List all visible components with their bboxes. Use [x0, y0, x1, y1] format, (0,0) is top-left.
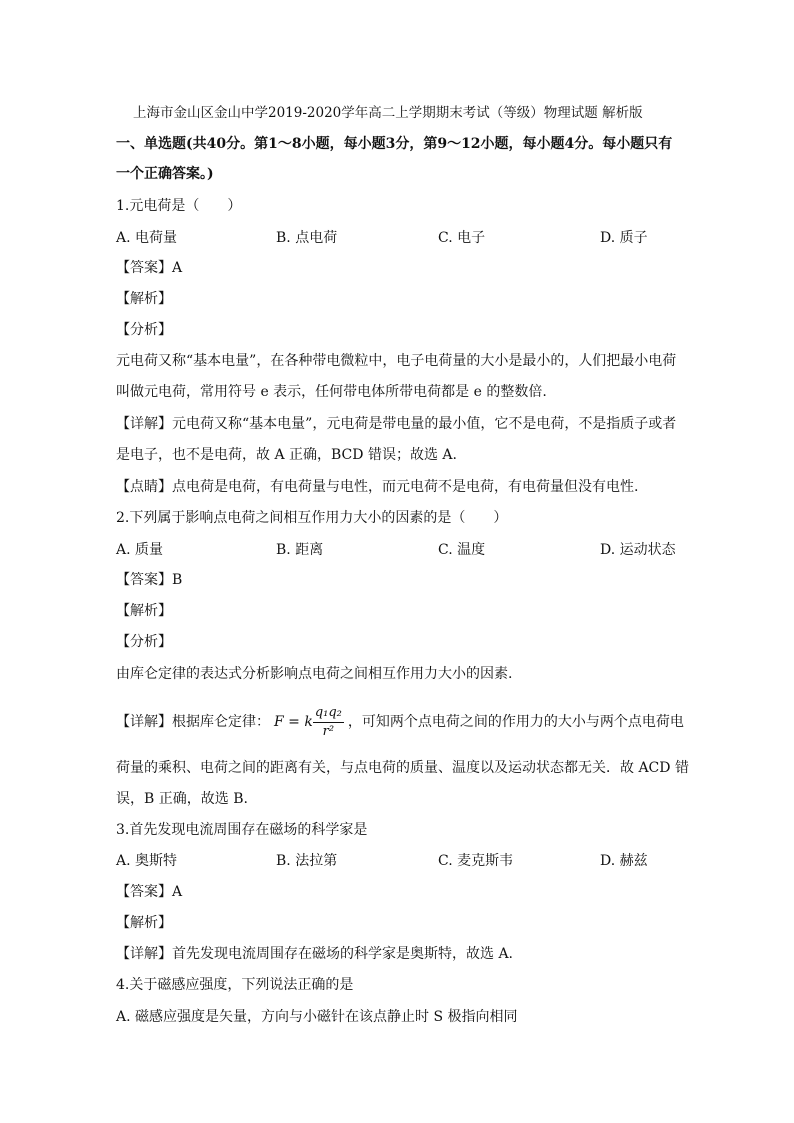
question-2-stem: 2.下列属于影响点电荷之间相互作用力大小的因素的是（ ）	[116, 510, 508, 526]
question-2-detail-line2: 荷量的乘积、电荷之间的距离有关，与点电荷的质量、温度以及运动状态都无关．故 ACD 错	[116, 760, 689, 776]
question-1-option-a: A. 电荷量	[116, 230, 178, 246]
formula-denominator: r²	[322, 723, 335, 739]
question-1-option-b: B. 点电荷	[276, 230, 338, 246]
question-3-option-c: C. 麦克斯韦	[438, 853, 514, 869]
question-2-jiexi: 【解析】	[116, 603, 172, 619]
question-1-dianjing: 【点睛】点电荷是电荷，有电荷量与电性，而元电荷不是电荷，有电荷量但没有电性.	[116, 479, 639, 495]
section-heading-line1: 一、单选题(共40分。第1～8小题，每小题3分，第9～12小题，每小题4分。每小题只有	[116, 136, 673, 152]
question-1-detail-line2: 是电子，也不是电荷，故 A 正确，BCD 错误；故选 A.	[116, 447, 457, 463]
document-title: 上海市金山区金山中学2019-2020学年高二上学期期末考试（等级）物理试题 解析版	[133, 105, 643, 121]
question-3-option-a: A. 奥斯特	[116, 853, 178, 869]
question-1-option-d: D. 质子	[600, 230, 648, 246]
question-4-option-a: A. 磁感应强度是矢量，方向与小磁针在该点静止时 S 极指向相同	[116, 1009, 518, 1025]
question-1-analysis-line2: 叫做元电荷，常用符号 e 表示，任何带电体所带电荷都是 e 的整数倍.	[116, 384, 547, 400]
question-2-answer: 【答案】B	[116, 572, 183, 588]
formula-numerator: q₁q₂	[313, 704, 344, 723]
question-2-option-b: B. 距离	[276, 542, 324, 558]
question-1-jiexi: 【解析】	[116, 291, 172, 307]
question-2-detail-suffix: ，可知两个点电荷之间的作用力的大小与两个点电荷电	[347, 714, 684, 730]
question-1-fenxi: 【分析】	[116, 322, 172, 338]
question-2-fenxi: 【分析】	[116, 634, 172, 650]
formula-fraction	[313, 704, 344, 741]
formula-lhs: F = k	[274, 714, 313, 730]
question-3-detail: 【详解】首先发现电流周围存在磁场的科学家是奥斯特，故选 A.	[116, 946, 514, 962]
question-3-option-d: D. 赫兹	[600, 853, 648, 869]
question-2-option-d: D. 运动状态	[600, 542, 676, 558]
question-1-answer: 【答案】A	[116, 260, 183, 276]
section-heading-line2: 一个正确答案。)	[116, 166, 214, 182]
question-2-analysis: 由库仑定律的表达式分析影响点电荷之间相互作用力大小的因素.	[116, 666, 513, 682]
question-2-option-c: C. 温度	[438, 542, 486, 558]
question-3-option-b: B. 法拉第	[276, 853, 338, 869]
coulomb-formula	[274, 702, 344, 742]
question-1-detail-line1: 【详解】元电荷又称“基本电量”，元电荷是带电量的最小值，它不是电荷，不是指质子或者	[116, 416, 677, 432]
question-1-stem: 1.元电荷是（ ）	[116, 198, 242, 214]
question-3-answer: 【答案】A	[116, 884, 183, 900]
question-3-jiexi: 【解析】	[116, 915, 172, 931]
question-2-detail-line1	[116, 702, 684, 744]
question-2-detail-line3: 误，B 正确，故选 B.	[116, 791, 248, 807]
question-1-analysis-line1: 元电荷又称“基本电量”，在各种带电微粒中，电子电荷量的大小是最小的，人们把最小电荷	[116, 353, 677, 369]
question-4-stem: 4.关于磁感应强度，下列说法正确的是	[116, 977, 354, 993]
question-2-option-a: A. 质量	[116, 542, 164, 558]
question-1-option-c: C. 电子	[438, 230, 486, 246]
question-2-detail-prefix: 【详解】根据库仑定律：	[116, 714, 270, 730]
question-3-stem: 3.首先发现电流周围存在磁场的科学家是	[116, 822, 368, 838]
